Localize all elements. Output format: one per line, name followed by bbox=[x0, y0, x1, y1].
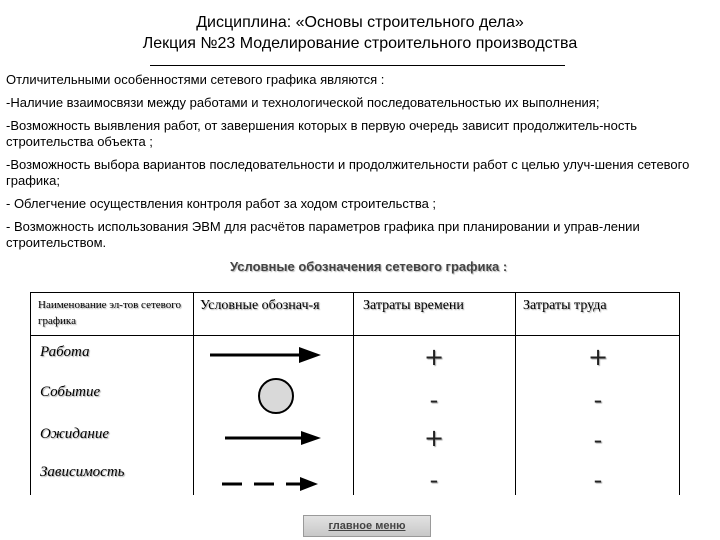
legend-title: Условные обозначения сетевого графика : bbox=[230, 259, 508, 274]
slide-header bbox=[0, 12, 720, 54]
intro-text: Отличительными особенностями сетевого графика являются : bbox=[6, 72, 385, 87]
header-divider bbox=[150, 65, 565, 66]
time-mark: + bbox=[423, 424, 445, 452]
list-item: -Возможность выявления работ, от завершения которых в первую очередь зависит продолжитель-ность строительства объекта ; bbox=[6, 118, 638, 149]
features-list bbox=[6, 72, 711, 258]
table-border bbox=[30, 292, 31, 495]
list-item: -Возможность выбора вариантов последовательности и продолжительности работ с целью улуч-шения сетевого графика; bbox=[6, 157, 690, 188]
column-divider bbox=[515, 292, 516, 495]
time-mark: - bbox=[429, 386, 439, 414]
table-border bbox=[679, 292, 680, 495]
labor-mark: - bbox=[593, 466, 603, 494]
discipline-title: Дисциплина: «Основы строительного дела» bbox=[196, 14, 524, 31]
row-label-work: Работа bbox=[40, 344, 90, 360]
col-header-symbol: Условные обознач-я bbox=[200, 298, 320, 313]
time-mark: - bbox=[429, 466, 439, 494]
header-row-divider bbox=[30, 335, 680, 336]
labor-mark: + bbox=[587, 343, 609, 371]
dashed-arrow-icon bbox=[220, 475, 320, 493]
solid-arrow-icon bbox=[208, 344, 323, 366]
list-item: - Облегчение осуществления контроля работ за ходом строительства ; bbox=[6, 196, 437, 211]
row-label-dependency: Зависимость bbox=[40, 464, 125, 480]
main-menu-button[interactable]: главное меню bbox=[303, 515, 431, 537]
col-header-time: Затраты времени bbox=[363, 298, 464, 313]
column-divider bbox=[353, 292, 354, 495]
labor-mark: - bbox=[593, 386, 603, 414]
legend-table bbox=[30, 292, 680, 495]
list-item: -Наличие взаимосвязи между работами и технологической последовательностью их выполнения; bbox=[6, 95, 600, 110]
time-mark: + bbox=[423, 343, 445, 371]
solid-arrow-icon bbox=[223, 428, 323, 448]
col-header-element: Наименование эл-тов сетевого графика bbox=[38, 299, 182, 327]
labor-mark: - bbox=[593, 426, 603, 454]
row-label-waiting: Ожидание bbox=[40, 426, 109, 442]
table-border bbox=[30, 292, 680, 293]
list-item: - Возможность использования ЭВМ для расчётов параметров графика при планировании и управ-лении строительством. bbox=[6, 219, 640, 250]
col-header-labor: Затраты труда bbox=[523, 298, 607, 313]
lecture-title: Лекция №23 Моделирование строительного производства bbox=[142, 35, 578, 52]
circle-node-icon bbox=[256, 376, 296, 416]
row-label-event: Событие bbox=[40, 384, 101, 400]
